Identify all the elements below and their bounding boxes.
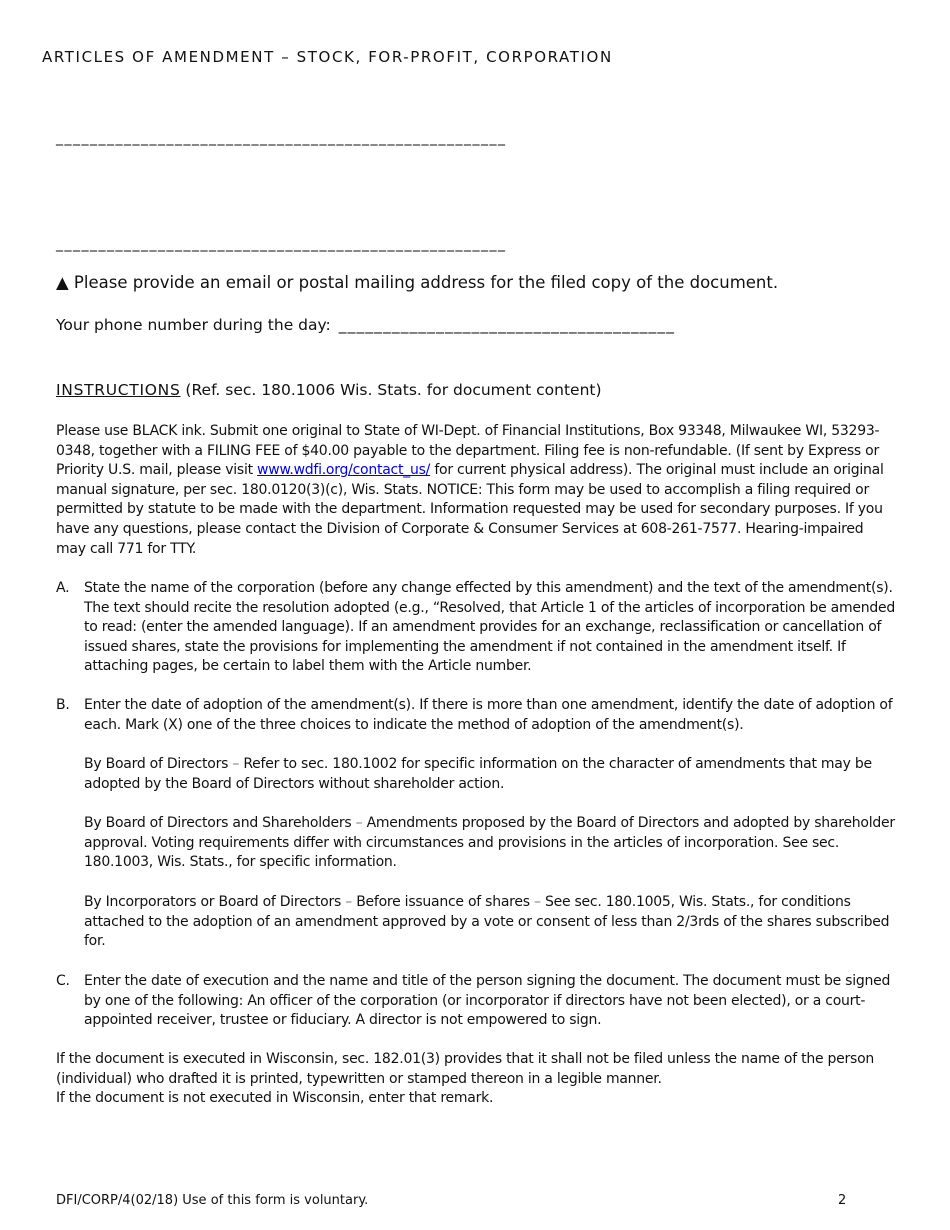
adoption-method-board bbox=[84, 755, 896, 794]
footer-page-number: 2 bbox=[838, 1193, 847, 1208]
instruction-item-a bbox=[56, 579, 896, 677]
adoption-method-incorporators bbox=[84, 893, 896, 952]
method-board-dash: – bbox=[232, 756, 240, 772]
instruction-item-c bbox=[56, 972, 896, 1031]
phone-label: Your phone number during the day: bbox=[56, 316, 331, 334]
method-incorporators-dash-2: – bbox=[534, 894, 541, 910]
instructions-heading: INSTRUCTIONS bbox=[56, 381, 181, 399]
phone-field-row bbox=[56, 316, 675, 334]
method-board-label: By Board of Directors bbox=[84, 756, 229, 772]
blank-line-2: _____________________________________________________ bbox=[56, 236, 507, 252]
method-incorporators-mid: Before issuance of shares bbox=[356, 894, 530, 910]
instructions-intro bbox=[56, 422, 896, 559]
method-incorporators-label: By Incorporators or Board of Directors bbox=[84, 894, 342, 910]
method-shareholders-text: Amendments proposed by the Board of Directors and adopted by shareholder approval. Voting requirements differ with circumstances and provisions in the articles of incorporation. See sec. 180.1003, Wis. Stats., for specific information. bbox=[84, 815, 895, 871]
item-letter-b: B. bbox=[56, 697, 70, 713]
intro-text-part1: Please use BLACK ink. Submit one original to State of WI-Dept. of Financial Institutions, Box 93348, Milwaukee WI, 53293-0348, together with a FILING FEE of $40.00 payable to the department. Filing fee is non-refundable. (If sent by Express or Priority U.S. mail, please visit bbox=[56, 423, 880, 479]
phone-blank-line: ______________________________________ bbox=[338, 316, 676, 334]
instruction-item-b bbox=[56, 696, 896, 735]
footer-form-id: DFI/CORP/4(02/18) Use of this form is voluntary. bbox=[56, 1193, 369, 1208]
method-board-text: Refer to sec. 180.1002 for specific information on the character of amendments that may be adopted by the Board of Directors without shareholder action. bbox=[84, 756, 872, 792]
method-shareholders-dash: – bbox=[355, 815, 363, 831]
instructions-heading-row bbox=[56, 381, 602, 399]
page-header-title: ARTICLES OF AMENDMENT – STOCK, FOR-PROFIT, CORPORATION bbox=[42, 48, 613, 66]
method-incorporators-dash-1: – bbox=[345, 894, 352, 910]
method-incorporators-text: See sec. 180.1005, Wis. Stats., for conditions attached to the adoption of an amendment approved by a vote or consent of less than 2/3rds of the shares subscribed for. bbox=[84, 894, 890, 950]
mailing-address-notice: ▲ Please provide an email or postal mailing address for the filed copy of the document. bbox=[56, 273, 779, 292]
item-text-b: Enter the date of adoption of the amendment(s). If there is more than one amendment, identify the date of adoption of each. Mark (X) one of the three choices to indicate the method of adoption of the amendment(s). bbox=[84, 697, 893, 733]
item-text-c: Enter the date of execution and the name and title of the person signing the document. The document must be signed by one of the following: An officer of the corporation (or incorporator if directors have not been elected), or a court-appointed receiver, trustee or fiduciary. A director is not empowered to sign. bbox=[84, 973, 891, 1029]
instructions-reference: (Ref. sec. 180.1006 Wis. Stats. for document content) bbox=[185, 381, 602, 399]
contact-us-link[interactable]: www.wdfi.org/contact_us/ bbox=[257, 462, 431, 479]
blank-line-1: _____________________________________________________ bbox=[56, 130, 507, 146]
closing-line-1: If the document is executed in Wisconsin, sec. 182.01(3) provides that it shall not be filed unless the name of the person (individual) who drafted it is printed, typewritten or stamped thereon in a legible manner. bbox=[56, 1051, 875, 1087]
adoption-method-board-shareholders bbox=[84, 814, 896, 873]
closing-notes bbox=[56, 1050, 896, 1109]
method-shareholders-label: By Board of Directors and Shareholders bbox=[84, 815, 352, 831]
item-letter-c: C. bbox=[56, 973, 70, 989]
closing-line-2: If the document is not executed in Wisconsin, enter that remark. bbox=[56, 1090, 494, 1107]
item-text-a: State the name of the corporation (before any change effected by this amendment) and the text of the amendment(s). The text should recite the resolution adopted (e.g., “Resolved, that Article 1 of the articles of incorporation be amended to read: (enter the amended language). If an amendment provides for an exchange, reclassification or cancellation of issued shares, state the provisions for implementing the amendment if not contained in the amendment itself. If attaching pages, be certain to label them with the Article number. bbox=[84, 580, 896, 675]
intro-text-part2: for current physical address). The original must include an original manual signature, per sec. 180.0120(3)(c), Wis. Stats. NOTICE: This form may be used to accomplish a filing required or permitted by statute to be made with the department. Information requested may be used for secondary purposes. If you have any questions, please contact the Division of Corporate & Consumer Services at 608-261-7577. Hearing-impaired may call 771 for TTY. bbox=[56, 462, 884, 557]
item-letter-a: A. bbox=[56, 580, 70, 596]
